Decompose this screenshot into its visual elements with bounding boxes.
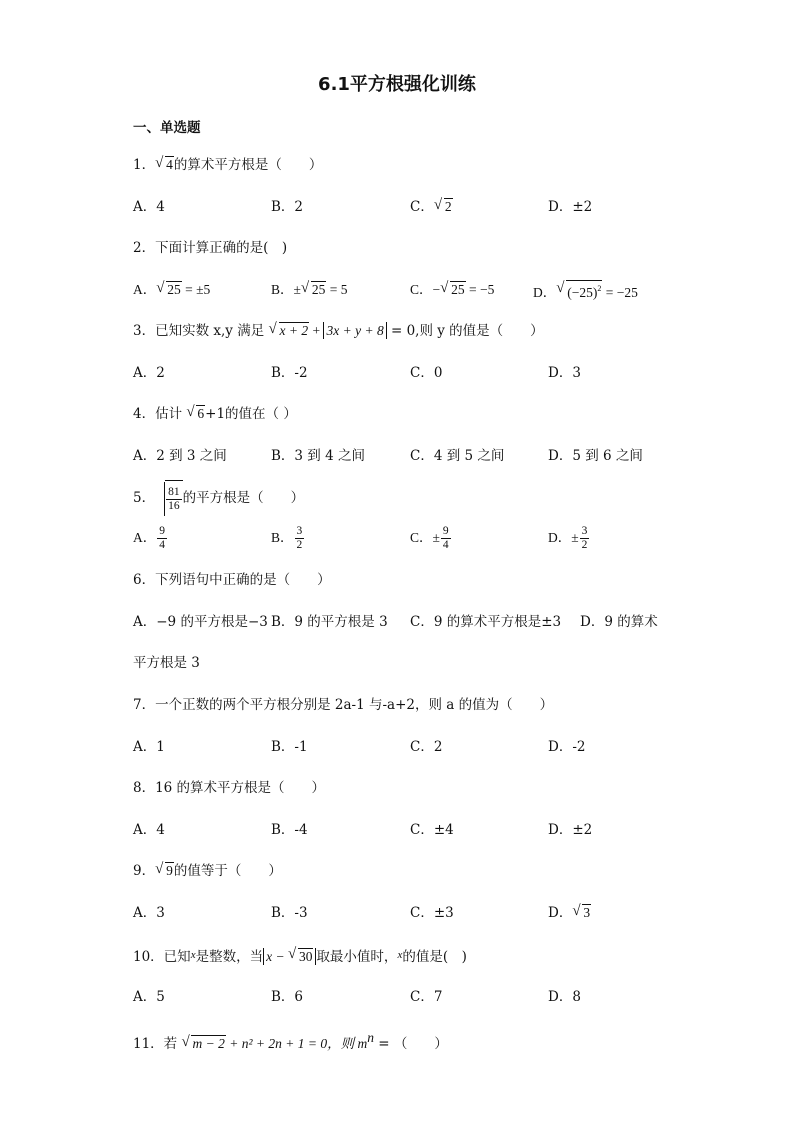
q10-option-b[interactable]: B．6 bbox=[271, 989, 304, 1005]
question-6: 6．下列语句中正确的是（ ） bbox=[133, 572, 331, 588]
question-5: 5． $\frac{81}{16}$ 的平方根是（ ） bbox=[133, 480, 304, 517]
q6-option-d-continued: 平方根是 3 bbox=[133, 655, 200, 671]
q2-option-a[interactable]: A．√ 25 = ±5 bbox=[133, 280, 210, 300]
q7-option-c[interactable]: C．2 bbox=[410, 739, 443, 755]
q5-option-c[interactable]: C．± $\frac{9}{4}$ bbox=[410, 525, 449, 552]
q1-option-d[interactable]: D．±2 bbox=[548, 199, 593, 215]
sqrt-expression: √ 4 bbox=[156, 155, 174, 175]
question-4: 4．估计 √ 6+1的值在（ ） bbox=[133, 404, 297, 424]
q3-option-a[interactable]: A．2 bbox=[133, 365, 165, 381]
question-8: 8．16 的算术平方根是（ ） bbox=[133, 780, 326, 796]
absolute-value: 3x + y + 8 bbox=[323, 322, 386, 339]
q10-option-a[interactable]: A．5 bbox=[133, 989, 165, 1005]
q2-option-d[interactable]: D．√ $(-25)^2 = -25$ bbox=[533, 280, 638, 303]
q9-option-a[interactable]: A．3 bbox=[133, 905, 165, 921]
q8-option-a[interactable]: A．4 bbox=[133, 822, 165, 838]
question-10: 10．已知$^x$是整数，当 x − √ 30 取最小值时，$^x$的值是( ) bbox=[133, 945, 467, 967]
q7-option-a[interactable]: A．1 bbox=[133, 739, 165, 755]
q5-option-a[interactable]: A． $\frac{9}{4}$ bbox=[133, 525, 165, 552]
q3-option-c[interactable]: C．0 bbox=[410, 365, 443, 381]
q1-option-b[interactable]: B．2 bbox=[271, 199, 304, 215]
page-title: 6.1平方根强化训练 bbox=[318, 74, 476, 95]
q2-option-b[interactable]: B．±√ 25 = 5 bbox=[271, 280, 348, 300]
q4-option-a[interactable]: A．2 到 3 之间 bbox=[133, 448, 227, 464]
q3-option-b[interactable]: B．-2 bbox=[271, 365, 308, 381]
q7-option-b[interactable]: B．-1 bbox=[271, 739, 308, 755]
q2-option-c[interactable]: C．−√ 25 = −5 bbox=[410, 280, 494, 300]
question-2: 2．下面计算正确的是( ) bbox=[133, 240, 288, 256]
q6-option-d[interactable]: D．9 的算术 bbox=[580, 614, 658, 630]
q5-option-b[interactable]: B． $\frac{3}{2}$ bbox=[271, 525, 303, 552]
q10-option-d[interactable]: D．8 bbox=[548, 989, 581, 1005]
q5-option-d[interactable]: D．± $\frac{3}{2}$ bbox=[548, 525, 588, 552]
q10-option-c[interactable]: C．7 bbox=[410, 989, 443, 1005]
q6-option-b[interactable]: B．9 的平方根是 3 bbox=[271, 614, 388, 630]
q1-option-a[interactable]: A．4 bbox=[133, 199, 165, 215]
q4-option-b[interactable]: B．3 到 4 之间 bbox=[271, 448, 365, 464]
section-heading: 一、单选题 bbox=[133, 120, 201, 136]
q9-option-d[interactable]: D．√ 3 bbox=[548, 903, 591, 923]
q4-option-c[interactable]: C．4 到 5 之间 bbox=[410, 448, 505, 464]
question-7: 7．一个正数的两个平方根分别是 2a-1 与-a+2，则 a 的值为（ ） bbox=[133, 697, 554, 713]
q8-option-b[interactable]: B．-4 bbox=[271, 822, 308, 838]
sqrt-fraction: $\frac{81}{16}$ bbox=[155, 480, 183, 517]
q9-option-c[interactable]: C．±3 bbox=[410, 905, 454, 921]
question-3: 3．已知实数 x,y 满足 √ x + 2 + 3x + y + 8 = 0,则 y 的值是（ ） bbox=[133, 321, 544, 341]
q7-option-d[interactable]: D．-2 bbox=[548, 739, 586, 755]
absolute-value: x − √ 30 bbox=[263, 948, 316, 965]
question-11: 11．若 √ m − 2 + n² + 2n + 1 = 0，则 $m^n$ = （ ） bbox=[133, 1028, 448, 1054]
q1-option-c[interactable]: C．√ 2 bbox=[410, 197, 453, 217]
q6-option-a[interactable]: A．−9 的平方根是−3 bbox=[133, 614, 268, 630]
question-1: 1．√ 4的算术平方根是（ ） bbox=[133, 155, 322, 175]
q9-option-b[interactable]: B．-3 bbox=[271, 905, 308, 921]
q4-option-d[interactable]: D．5 到 6 之间 bbox=[548, 448, 643, 464]
q6-option-c[interactable]: C．9 的算术平方根是±3 bbox=[410, 614, 562, 630]
q8-option-d[interactable]: D．±2 bbox=[548, 822, 593, 838]
q8-option-c[interactable]: C．±4 bbox=[410, 822, 454, 838]
question-9: 9．√ 9的值等于（ ） bbox=[133, 861, 282, 881]
q3-option-d[interactable]: D．3 bbox=[548, 365, 581, 381]
